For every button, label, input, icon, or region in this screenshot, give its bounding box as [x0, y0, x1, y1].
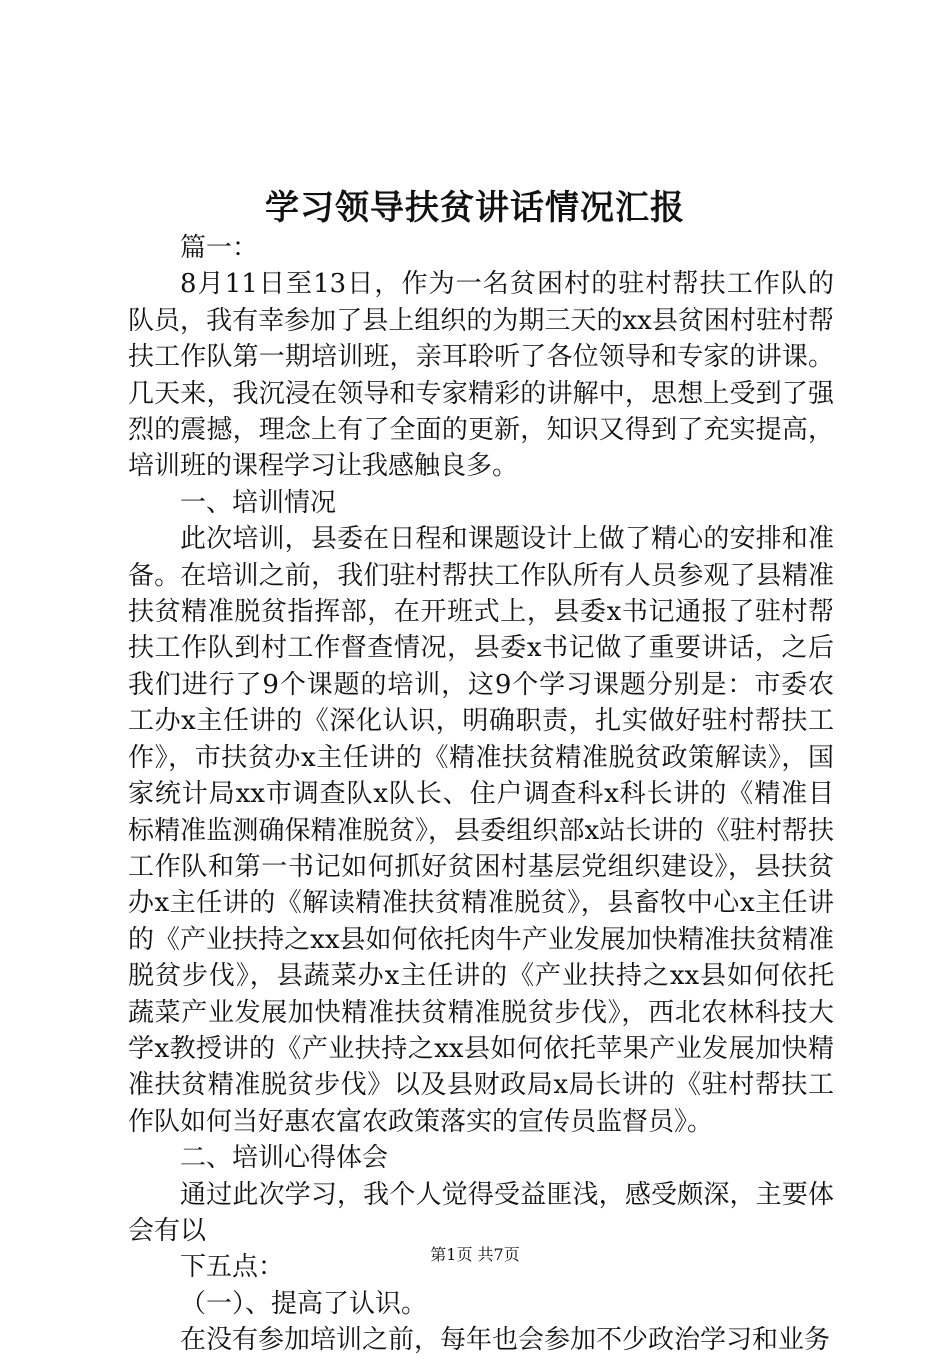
- paragraph-before-training: 在没有参加培训之前，每年也会参加不少政治学习和业务: [180, 1325, 831, 1356]
- paragraph-insights-intro: 通过此次学习，我个人觉得受益匪浅，感受颇深，主要体会有以: [128, 1179, 834, 1246]
- paragraph-five-points: 下五点：: [180, 1252, 285, 1283]
- section-heading-training-situation: 一、培训情况: [180, 487, 337, 518]
- paragraph-intro: 8月11日至13日，作为一名贫困村的驻村帮扶工作队的队员，我有幸参加了县上组织的为期三天的xx县贫困村驻村帮扶工作队第一期培训班，亲耳聆听了各位领导和专家的讲课。几天来，我沉浸在领导和专家精彩的讲解中，思想上受到了强烈的震撼，理念上有了全面的更新，知识又得到了充实提高，培训班的课程学习让我感触良多。: [128, 269, 834, 482]
- paragraph-training-details: 此次培训，县委在日程和课题设计上做了精心的安排和准备。在培训之前，我们驻村帮扶工作队所有人员参观了县精准扶贫精准脱贫指挥部，在开班式上，县委x书记通报了驻村帮扶工作队到村工作督查情况，县委x书记做了重要讲话，之后我们进行了9个课题的培训，这9个学习课题分别是：市委农工办x主任讲的《深化认识，明确职责，扎实做好驻村帮扶工作》，市扶贫办x主任讲的《精准扶贫精准脱贫政策解读》，国家统计局xx市调查队x队长、住户调查科x科长讲的《精准目标精准监测确保精准脱贫》，县委组织部x站长讲的《驻村帮扶工作队和第一书记如何抓好贫困村基层党组织建设》，县扶贫办x主任讲的《解读精准扶贫精准脱贫》，县畜牧中心x主任讲的《产业扶持之xx县如何依托肉牛产业发展加快精准扶贫精准脱贫步伐》，县蔬菜办x主任讲的《产业扶持之xx县如何依托蔬菜产业发展加快精准扶贫精准脱贫步伐》，西北农林科技大学x教授讲的《产业扶持之xx县如何依托苹果产业发展加快精准扶贫精准脱贫步伐》以及县财政局x局长讲的《驻村帮扶工作队如何当好惠农富农政策落实的宣传员监督员》。: [128, 524, 834, 1137]
- paragraph-part-label: 篇一：: [180, 233, 259, 263]
- document-title: 学习领导扶贫讲话情况汇报: [265, 188, 685, 228]
- section-heading-training-insights: 二、培训心得体会: [180, 1143, 389, 1174]
- page-number-footer: 第1页 共7页: [430, 1245, 520, 1264]
- subheading-raised-awareness: （一）、提高了认识。: [180, 1288, 428, 1319]
- document-body: [128, 230, 834, 1359]
